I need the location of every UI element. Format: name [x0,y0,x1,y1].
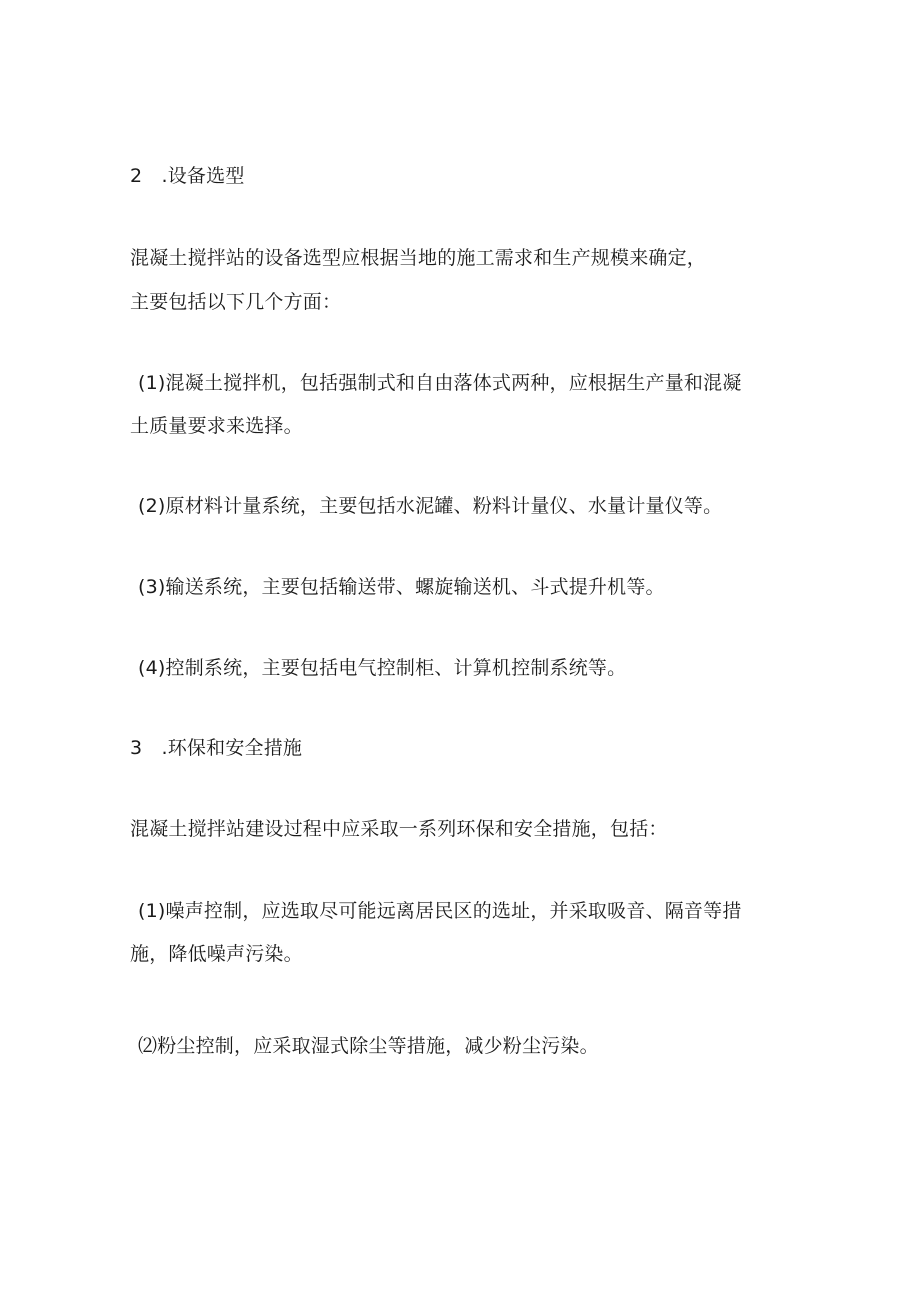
section-2-item-4: (4)控制系统，主要包括电气控制柜、计算机控制系统等。 [138,657,627,679]
section-2-item-1-line-1: (1)混凝土搅拌机，包括强制式和自由落体式两种，应根据生产量和混凝 [138,372,742,394]
section-2-intro-line-1: 混凝土搅拌站的设备选型应根据当地的施工需求和生产规模来确定， [130,247,707,269]
section-2-item-2: (2)原材料计量系统，主要包括水泥罐、粉料计量仪、水量计量仪等。 [138,495,723,517]
section-2-heading: 2 .设备选型 [130,165,245,187]
section-2-intro-line-2: 主要包括以下几个方面： [130,291,342,313]
section-3-intro-line-1: 混凝土搅拌站建设过程中应采取一系列环保和安全措施，包括： [130,818,668,840]
section-2-item-3: (3)输送系统，主要包括输送带、螺旋输送机、斗式提升机等。 [138,576,665,598]
section-3-item-1-line-2: 施，降低噪声污染。 [130,943,303,965]
section-2-item-1-line-2: 土质量要求来选择。 [130,415,303,437]
section-3-heading: 3 .环保和安全措施 [130,737,303,759]
section-3-item-2: ⑵粉尘控制，应采取湿式除尘等措施，减少粉尘污染。 [138,1035,599,1057]
section-3-item-1-line-1: (1)噪声控制，应选取尽可能远离居民区的选址，并采取吸音、隔音等措 [138,900,742,922]
